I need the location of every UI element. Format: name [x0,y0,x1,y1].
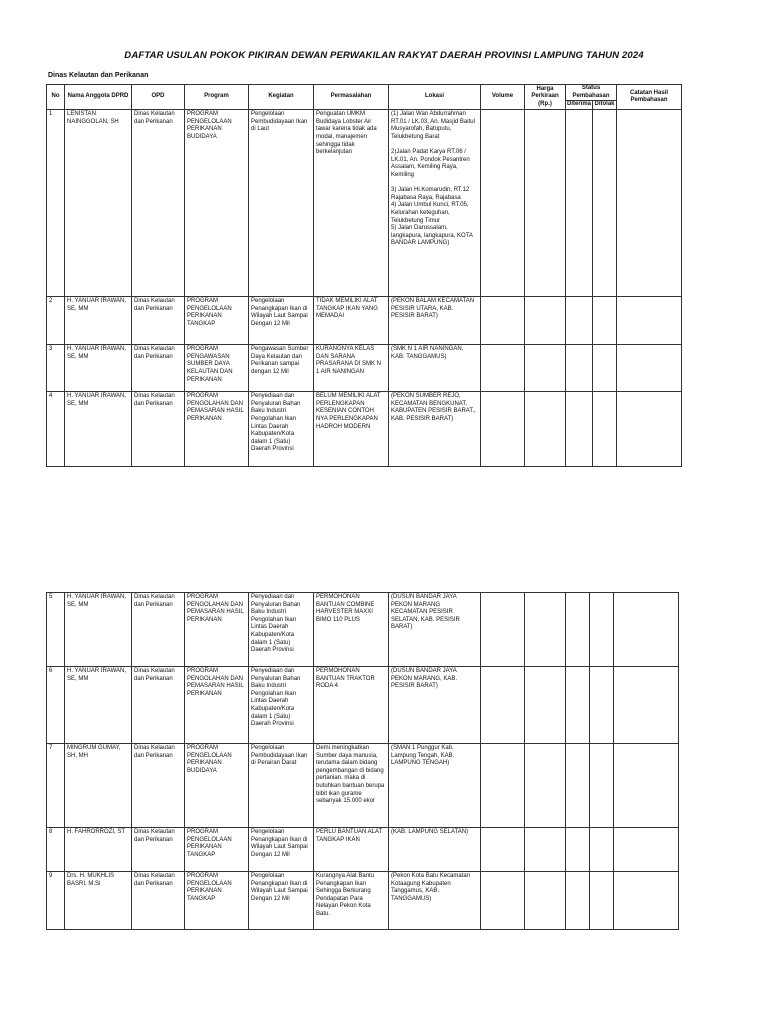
cell-lokasi: (PEKON SUMBER REJO, KECAMATAN BENGKUNAT, KABUPATEN PESISIR BARAT., KAB. PESISIR BARAT) [389,392,481,467]
cell-ditolak [590,667,614,744]
cell-catatan [614,744,679,828]
cell-lokasi: (SMAN 1 Punggur Kab. Lampung Tengah, KAB. LAMPUNG TENGAH) [389,744,481,828]
header-volume: Volume [481,85,525,110]
cell-nama: H. YANUAR IRAWAN, SE, MM [65,667,132,744]
header-catatan: Catatan Hasil Pembahasan [617,85,682,110]
cell-diterima [566,744,590,828]
cell-catatan [614,828,679,872]
cell-kegiatan: Penyediaan dan Penyaluran Bahan Baku Industri Pengolahan Ikan Lintas Daerah Kabupaten/Kota dalam 1 (Satu) Daerah Provinsi [249,593,314,667]
cell-no: 6 [47,667,65,744]
header-opd: OPD [132,85,185,110]
cell-volume [481,872,525,930]
section-subtitle: Dinas Kelautan dan Perikanan [48,72,149,79]
cell-diterima [566,872,590,930]
cell-catatan [617,345,682,392]
cell-program: PROGRAM PENGOLAHAN DAN PEMASARAN HASIL PERIKANAN [185,667,249,744]
cell-catatan [617,110,682,297]
table-row [47,392,682,467]
cell-nama: Drs. H. MUKHLIS BASRI, M.Si [65,872,132,930]
cell-harga [525,110,566,297]
cell-opd: Dinas Kelautan dan Perikanan [132,345,185,392]
cell-catatan [614,593,679,667]
cell-no: 5 [47,593,65,667]
cell-no: 8 [47,828,65,872]
cell-diterima [566,345,593,392]
table-row [47,828,679,872]
cell-opd: Dinas Kelautan dan Perikanan [132,593,185,667]
cell-lokasi: (PEKON BALAM KECAMATAN PESISIR UTARA, KAB. PESISIR BARAT) [389,297,481,345]
cell-permasalahan: BELUM MEMILIKI ALAT PERLENGKAPAN KESENIAN CONTOH NYA PERLENGKAPAN HADROH MODERN [314,392,389,467]
header-no: No [47,85,65,110]
page-title: DAFTAR USULAN POKOK PIKIRAN DEWAN PERWAKILAN RAKYAT DAERAH PROVINSI LAMPUNG TAHUN 2024 [124,50,644,61]
cell-kegiatan: Penyediaan dan Penyaluran Bahan Baku Industri Pengolahan Ikan Lintas Daerah Kabupaten/Kota dalam 1 (Satu) Daerah Provinsi [249,392,314,467]
cell-kegiatan: Penyediaan dan Penyaluran Bahan Baku Industri Pengolahan Ikan Lintas Daerah Kabupaten/Kota dalam 1 (Satu) Daerah Provinsi [249,667,314,744]
table-row [47,345,682,392]
header-nama: Nama Anggota DPRD [65,85,132,110]
header-kegiatan: Kegiatan [249,85,314,110]
table-row [47,744,679,828]
cell-lokasi: (DUSUN BANDAR JAYA PEKON MARANG, KAB. PESISIR BARAT) [389,667,481,744]
cell-ditolak [590,872,614,930]
cell-no: 1 [47,110,65,297]
table-body-page-1 [47,110,682,467]
cell-kegiatan: Pengelolaan Penangkapan Ikan di Wilayah Laut Sampai Dengan 12 Mil [249,828,314,872]
header-program: Program [185,85,249,110]
cell-diterima [566,392,593,467]
usulan-table-page-1 [46,84,682,467]
cell-ditolak [590,593,614,667]
cell-program: PROGRAM PENGELOLAAN PERIKANAN TANGKAP [185,828,249,872]
cell-harga [525,392,566,467]
table-row [47,667,679,744]
cell-lokasi: (1) Jalan Wan Abdurrahman RT.01 / LK.03, An. Masjid Baitul Musyarofah, Batuputu, Telukbetung Barat 2)Jalan Padat Karya RT.06 / LK.01, An. Pondok Pesantren Assalam, Kemiling Raya, Kemiling 3) Jalan Hi.Komarudin, RT.12 Rajabasa Raya, Rajabasa 4) Jalan Umbul Kunci, RT.05, Kelurahan keteguhan, Telukbetung Timur 5) Jalan Darussalam, langkapura, langkapura, KOTA BANDAR LAMPUNG) [389,110,481,297]
table-body-page-2 [47,593,679,930]
cell-harga [525,345,566,392]
cell-volume [481,110,525,297]
cell-program: PROGRAM PENGOLAHAN DAN PEMASARAN HASIL PERIKANAN [185,593,249,667]
cell-no: 3 [47,345,65,392]
cell-no: 2 [47,297,65,345]
cell-kegiatan: Pengelolaan Pembudidayaan Ikan di Perairan Darat [249,744,314,828]
cell-nama: LENISTAN NAINGGOLAN, SH [65,110,132,297]
cell-permasalahan: PERMOHONAN BANTUAN TRAKTOR RODA 4 [314,667,389,744]
cell-ditolak [590,828,614,872]
cell-no: 9 [47,872,65,930]
cell-catatan [617,297,682,345]
cell-opd: Dinas Kelautan dan Perikanan [132,110,185,297]
cell-program: PROGRAM PENGELOLAAN PERIKANAN BUDIDAYA [185,744,249,828]
cell-ditolak [593,297,617,345]
cell-catatan [614,872,679,930]
cell-nama: H. YANUAR IRAWAN, SE, MM [65,392,132,467]
header-diterima: Diterima [566,101,593,110]
cell-diterima [566,828,590,872]
cell-permasalahan: PERLU BANTUAN ALAT TANGKAP IKAN [314,828,389,872]
cell-permasalahan: TIDAK MEMILIKI ALAT TANGKAP IKAN YANG MEMADAI [314,297,389,345]
cell-ditolak [593,392,617,467]
cell-nama: H. YANUAR IRAWAN, SE, MM [65,297,132,345]
table-row [47,297,682,345]
cell-diterima [566,110,593,297]
cell-permasalahan: Penguatan UMKM Budidaya Lobster Air tawar karena tidak ada modal, manajemen sehingga tidak berkelanjutan [314,110,389,297]
cell-harga [525,828,566,872]
cell-program: PROGRAM PENGAWASAN SUMBER DAYA KELAUTAN DAN PERIKANAN [185,345,249,392]
cell-volume [481,828,525,872]
cell-diterima [566,297,593,345]
cell-kegiatan: Pengelolaan Penangkapan Ikan di Wilayah Laut Sampai Dengan 12 Mil [249,297,314,345]
cell-ditolak [590,744,614,828]
cell-catatan [614,667,679,744]
header-lokasi: Lokasi [389,85,481,110]
cell-harga [525,872,566,930]
cell-harga [525,744,566,828]
cell-program: PROGRAM PENGELOLAAN PERIKANAN TANGKAP [185,297,249,345]
cell-no: 4 [47,392,65,467]
cell-opd: Dinas Kelautan dan Perikanan [132,297,185,345]
cell-ditolak [593,110,617,297]
cell-permasalahan: Kurangnya Alat Bantu Penangkapan Ikan Sehingga Berkurang Pendapatan Para Nelayan Pekon Kota Batu. [314,872,389,930]
cell-nama: H. YANUAR IRAWAN, SE, MM [65,345,132,392]
cell-nama: H. YANUAR IRAWAN, SE, MM [65,593,132,667]
cell-program: PROGRAM PENGELOLAAN PERIKANAN BUDIDAYA [185,110,249,297]
cell-opd: Dinas Kelautan dan Perikanan [132,667,185,744]
cell-nama: MINGRUM GUMAY, SH, MH [65,744,132,828]
cell-volume [481,593,525,667]
table-row [47,110,682,297]
cell-permasalahan: KURANGNYA KELAS DAN SARANA PRASARANA DI SMK N 1 AIR NANINGAN [314,345,389,392]
cell-harga [525,667,566,744]
cell-harga [525,297,566,345]
cell-ditolak [593,345,617,392]
cell-lokasi: (DUSUN BANDAR JAYA PEKON MARANG KECAMATAN PESISIR SELATAN, KAB. PESISIR BARAT) [389,593,481,667]
cell-opd: Dinas Kelautan dan Perikanan [132,744,185,828]
cell-catatan [617,392,682,467]
cell-opd: Dinas Kelautan dan Perikanan [132,392,185,467]
cell-lokasi: (SMK N 1 AIR NANINGAN, KAB. TANGGAMUS) [389,345,481,392]
cell-program: PROGRAM PENGELOLAAN PERIKANAN TANGKAP [185,872,249,930]
cell-opd: Dinas Kelautan dan Perikanan [132,828,185,872]
header-permasalahan: Permasalahan [314,85,389,110]
cell-volume [481,667,525,744]
cell-kegiatan: Pengelolaan Pembudidayaan Ikan di Laut [249,110,314,297]
cell-volume [481,744,525,828]
cell-permasalahan: Demi meningkatkan Sumber daya manusia, terutama dalam bidang pengembangan di bidang pertanian. maka di butuhkan bantuan berupa bibit ikan gurame sebanyak 15.000 ekor [314,744,389,828]
cell-volume [481,345,525,392]
table-row [47,593,679,667]
cell-kegiatan: Pengelolaan Penangkapan Ikan di Wilayah Laut Sampai Dengan 12 Mil [249,872,314,930]
header-ditolak: Ditolak [593,101,617,110]
table-row [47,872,679,930]
usulan-table-page-2 [46,592,679,930]
cell-permasalahan: PERMOHONAN BANTUAN COMBINE HARVESTER MAXXI BIMO 110 PLUS [314,593,389,667]
cell-opd: Dinas Kelautan dan Perikanan [132,872,185,930]
cell-diterima [566,667,590,744]
header-harga: Harga Perkiraan (Rp.) [525,85,566,110]
cell-lokasi: (KAB. LAMPUNG SELATAN) [389,828,481,872]
cell-lokasi: (Pekon Kota Batu Kecamatan Kotaagung Kabupaten Tanggamus, KAB. TANGGAMUS) [389,872,481,930]
cell-harga [525,593,566,667]
cell-kegiatan: Pengawasan Sumber Daya Kelautan dan Perikanan sampai dengan 12 Mil [249,345,314,392]
cell-volume [481,392,525,467]
cell-program: PROGRAM PENGOLAHAN DAN PEMASARAN HASIL PERIKANAN [185,392,249,467]
cell-volume [481,297,525,345]
cell-no: 7 [47,744,65,828]
cell-diterima [566,593,590,667]
cell-nama: H. FAHRORROZI, ST [65,828,132,872]
header-status: Status Pembahasan [566,85,617,101]
